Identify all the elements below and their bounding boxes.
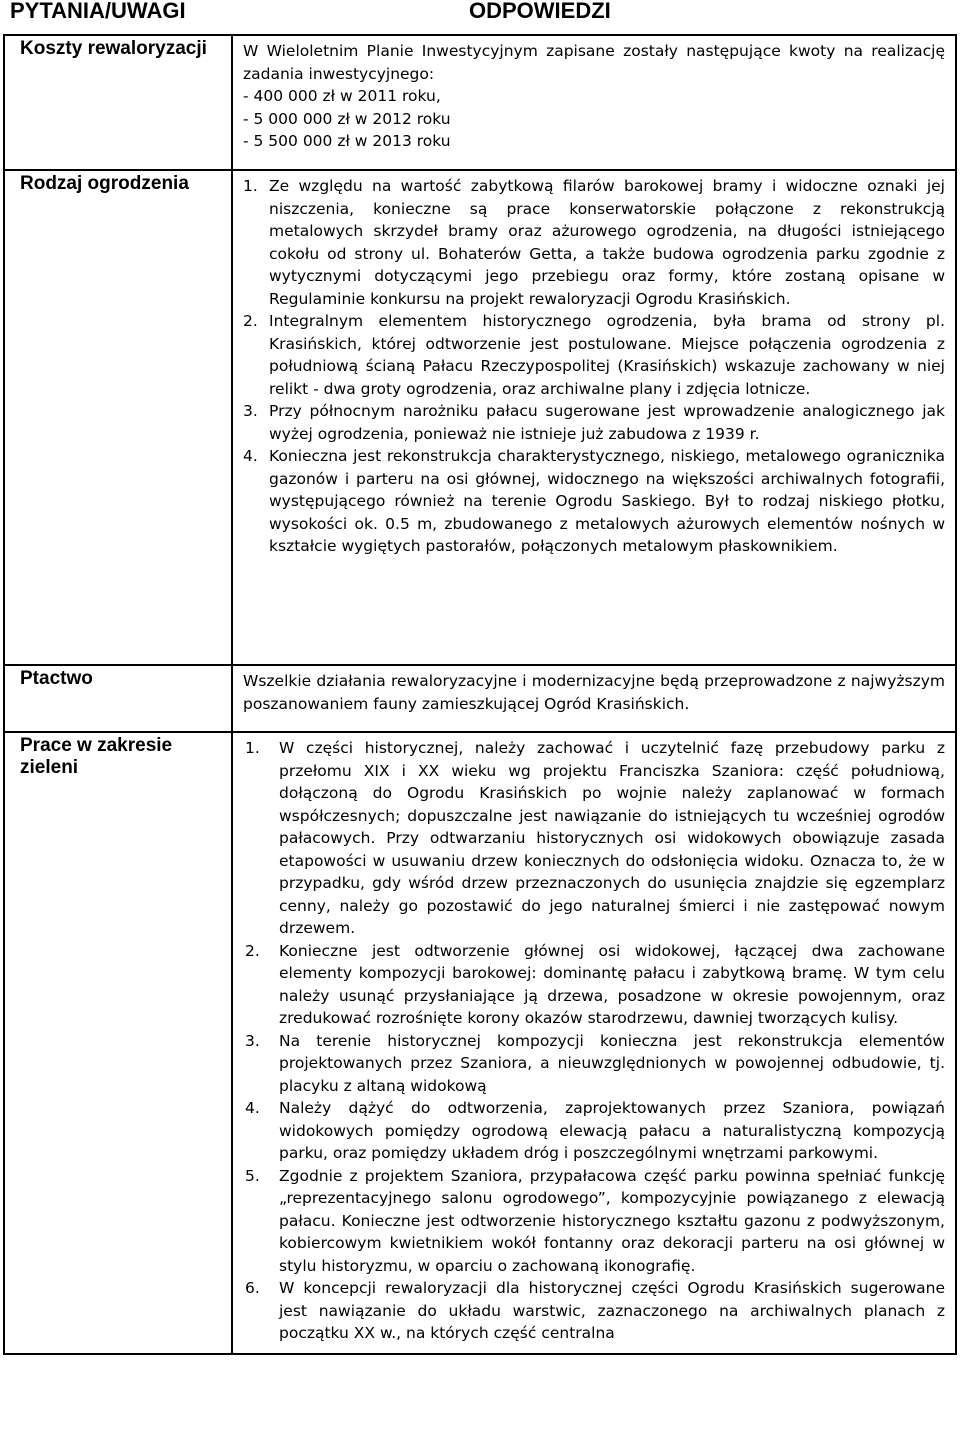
question-cell: Rodzaj ogrodzenia xyxy=(4,170,232,665)
list-item-number: 4. xyxy=(243,447,258,465)
list-item-text: Integralnym elementem historycznego ogrodzenia, była brama od strony pl. Krasińskich, której odtworzenie jest postulowane. Miejsce połączenia ogrodzenia z południową ścianą Pałacu Rzeczypospolitej (Krasińskich) wskazuje zachowany w niej relikt - dwa groty ogrodzenia, oraz archiwalne plany i zdjęcia lotnicze. xyxy=(269,312,945,398)
list-item xyxy=(243,310,945,400)
answer-line: - 5 500 000 zł w 2013 roku xyxy=(243,132,451,150)
list-item-text: W części historycznej, należy zachować i uczytelnić fazę przebudowy parku z przełomu XIX i XX wieku wg projektu Franciszka Szaniora: część południową, dołączoną do Ogrodu Krasińskich po wojnie należy zaplanować w formach współczesnych; dopuszczalne jest nawiązanie do istniejących tu wcześniej ogrodów pałacowych. Przy odtwarzaniu historycznych osi widokowych obowiązuje zasada etapowości w usuwaniu drzew koniecznych do odsłonięcia widoku. Oznacza to, że w przypadku, gdy wśród drzew przeznaczonych do usunięcia znajdzie się egzemplarz cenny, należy go pozostawić do jego naturalnej śmierci i nie zastępować nowym drzewem. xyxy=(279,739,945,937)
list-item-text: Należy dążyć do odtworzenia, zaprojektowanych przez Szaniora, powiązań widokowych pomiędzy ogrodową elewacją pałacu a naturalistyczną kompozycją parku, oraz pomiędzy układem dróg i poszczególnymi wnętrzami parkowymi. xyxy=(279,1099,945,1162)
list-item-number: 1. xyxy=(245,739,260,757)
list-item-number: 2. xyxy=(245,941,260,960)
list-item-text: Zgodnie z projektem Szaniora, przypałacowa część parku powinna spełniać funkcję „reprezentacyjnego salonu ogrodowego”, kompozycyjnie powiązanego z elewacją pałacu. Konieczne jest odtworzenie historycznego kształtu gazonu z podwyższonym, kobiercowym kwietnikiem wokół fontanny oraz dekoracji parteru na osi głównej w stylu historyzmu, w oparciu o zachowaną ikonografię. xyxy=(279,1166,945,1275)
table-row xyxy=(4,665,956,732)
answer-cell xyxy=(232,170,956,665)
question-cell: Prace w zakresie zieleni xyxy=(4,732,232,1354)
list-item-number: 1. xyxy=(243,177,258,195)
answer-line: - 5 000 000 zł w 2012 roku xyxy=(243,109,451,128)
list-item xyxy=(233,1165,945,1278)
answer-cell: Wszelkie działania rewaloryzacyjne i modernizacyjne będą przeprowadzone z najwyższym poszanowaniem fauny zamieszkującej Ogród Krasińskich. xyxy=(232,665,956,732)
list-item-number: 3. xyxy=(245,1031,260,1050)
answer-line: W Wieloletnim Planie Inwestycyjnym zapisane zostały następujące kwoty na realizację zadania inwestycyjnego: xyxy=(243,42,945,83)
table-row xyxy=(4,35,956,170)
qa-table xyxy=(3,34,957,1355)
questions-column-heading: PYTANIA/UWAGI xyxy=(10,0,186,23)
table-row xyxy=(4,170,956,665)
list-item xyxy=(243,400,945,445)
list-item-number: 4. xyxy=(245,1099,260,1117)
table-header xyxy=(0,0,960,34)
list-item xyxy=(243,175,945,310)
list-item xyxy=(233,940,945,1030)
list-item-number: 3. xyxy=(243,402,258,420)
list-item xyxy=(233,1030,945,1098)
list-item-number: 6. xyxy=(245,1279,260,1297)
table-row xyxy=(4,732,956,1354)
list-item-text: Na terenie historycznej kompozycji konieczna jest rekonstrukcja elementów projektowanych przez Szaniora, a nieuwzględnionych w powojennej odbudowie, tj. placyku z altaną widokową xyxy=(279,1031,945,1095)
list-item-text: Konieczna jest rekonstrukcja charakterystycznego, niskiego, metalowego ogranicznika gazonów i parteru na osi głównej, widocznego na większości archiwalnych fotografii, występującego również na terenie Ogrodu Saskiego. Był to rodzaj niskiego płotku, wysokości ok. 0.5 m, zbudowanego z metalowych ażurowych elementów nośnych w kształcie wygiętych pastorałów, połączonych metalowym płaskownikiem. xyxy=(269,447,945,555)
answer-cell xyxy=(232,732,956,1354)
answers-column-heading: ODPOWIEDZI xyxy=(469,0,611,23)
list-item-number: 2. xyxy=(243,312,258,330)
list-item-number: 5. xyxy=(245,1166,260,1185)
list-item xyxy=(233,1097,945,1165)
list-item xyxy=(243,445,945,558)
list-item-text: Przy północnym narożniku pałacu sugerowane jest wprowadzenie analogicznego jak wyżej ogrodzenia, ponieważ nie istnieje już zabudowa z 1939 r. xyxy=(269,402,945,443)
list-item-text: Ze względu na wartość zabytkową filarów barokowej bramy i widoczne oznaki jej niszczenia, konieczne są prace konserwatorskie połączone z rekonstrukcją metalowych skrzydeł bramy oraz ażurowego ogrodzenia, na długości istniejącego cokołu od strony ul. Bohaterów Getta, a także budowa ogrodzenia parku zgodnie z wytycznymi dotyczącymi jego przebiegu oraz formy, które zostaną opisane w Regulaminie konkursu na projekt rewaloryzacji Ogrodu Krasińskich. xyxy=(269,177,945,308)
answer-cell xyxy=(232,35,956,170)
list-item-text: Konieczne jest odtworzenie głównej osi widokowej, łączącej dwa zachowane elementy kompozycji barokowej: dominantę pałacu i zabytkową bramę. W tym celu należy usunąć przysłaniające ją drzewa, posadzone w okresie powojennym, oraz zredukować rozrośnięte korony okazów starodrzewu, dawniej tworzących kulisy. xyxy=(279,941,945,1027)
list-item-text: W koncepcji rewaloryzacji dla historycznej części Ogrodu Krasińskich sugerowane jest nawiązanie do układu warstwic, zaznaczonego na archiwalnych planach z początku XX w., na których część centralna xyxy=(279,1279,945,1342)
list-item xyxy=(233,1277,945,1345)
question-cell: Ptactwo xyxy=(4,665,232,732)
answer-line: - 400 000 zł w 2011 roku, xyxy=(243,87,441,105)
list-item xyxy=(233,737,945,940)
question-cell: Koszty rewaloryzacji xyxy=(4,35,232,170)
answer-list xyxy=(233,737,945,1345)
answer-list xyxy=(243,175,945,558)
